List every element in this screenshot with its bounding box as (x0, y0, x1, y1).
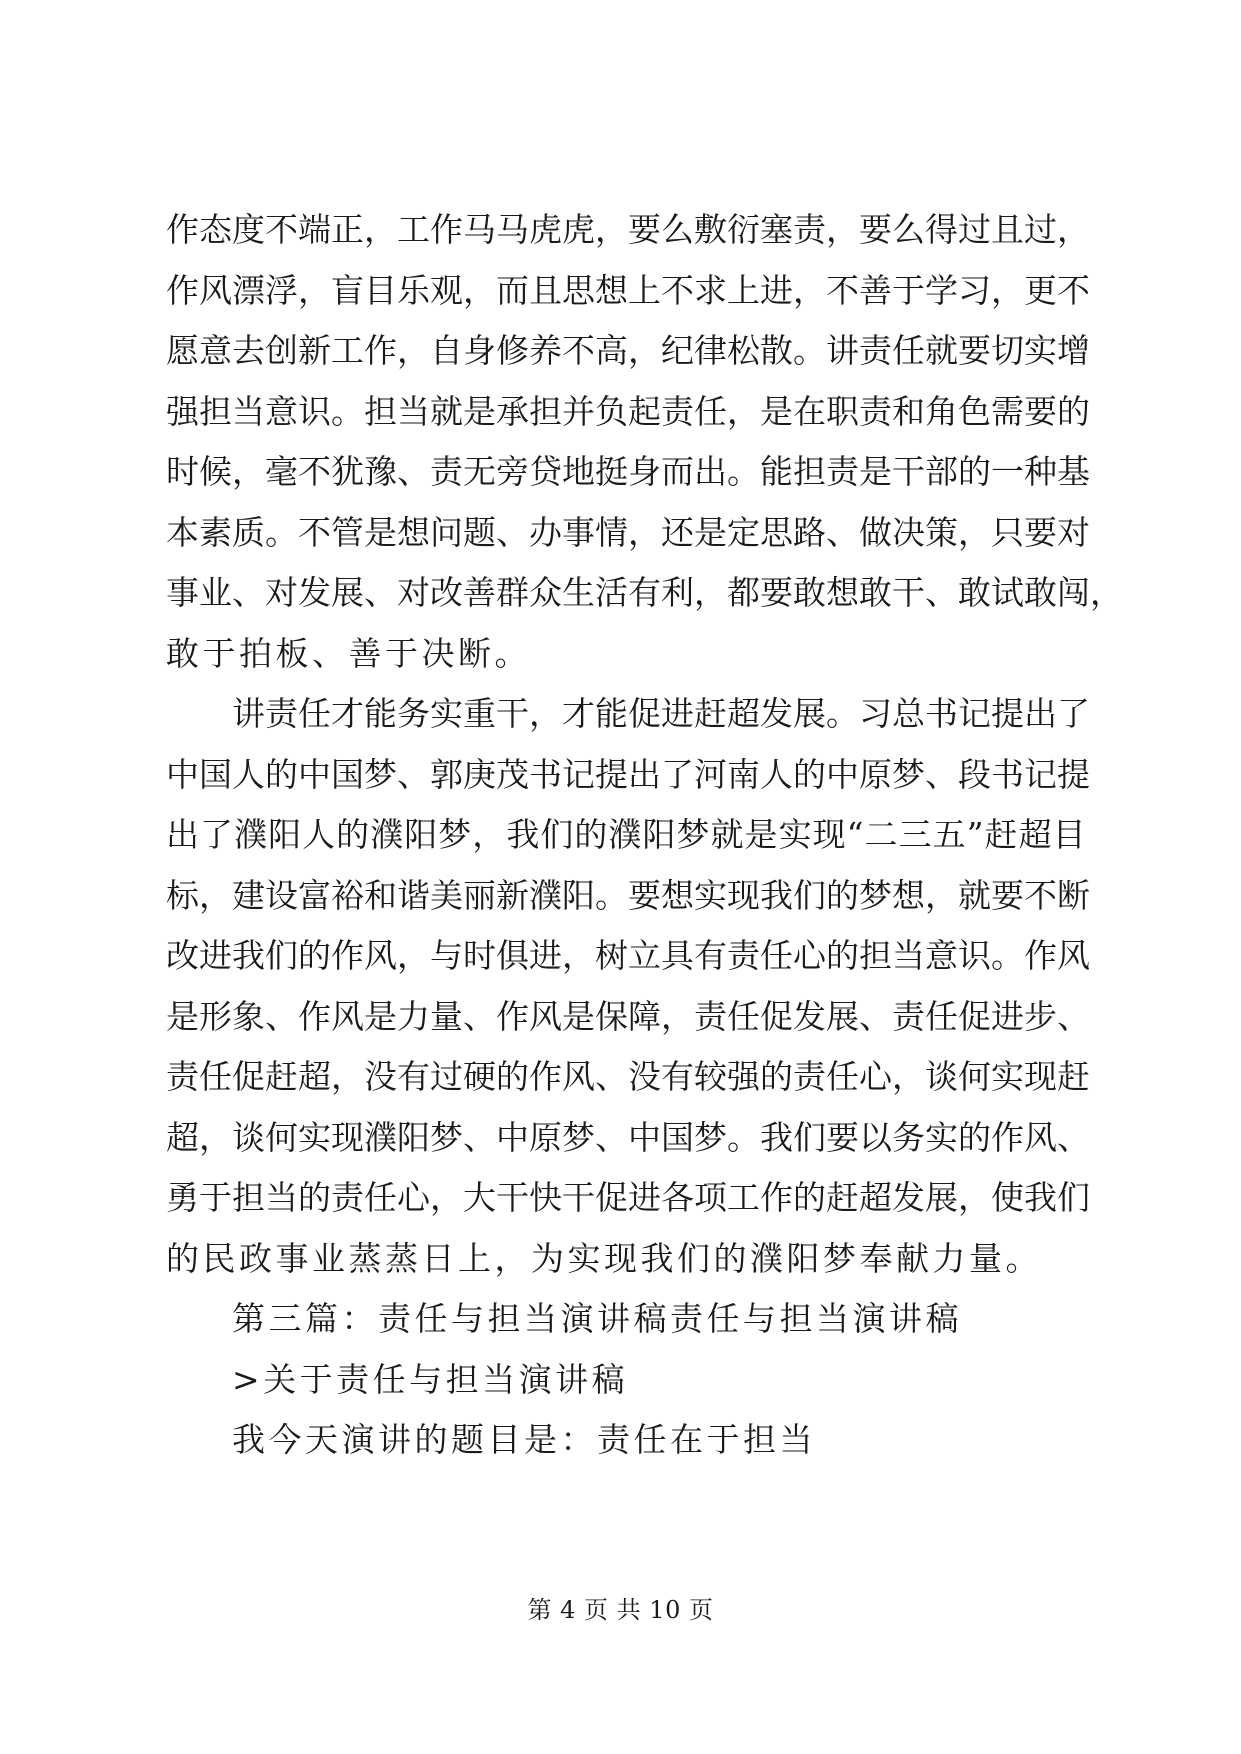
paragraph-line: 愿 意 去 创 新 工 作 ， 自 身 修 养 不 高 ， 纪 律 松 散 。 讲 责 任 就 要 切 实 增 (166, 331, 1090, 370)
paragraph-line: 超 ， 谈 何 实 现 濮 阳 梦 、 中 原 梦 、 中 国 梦 。 我 们 要 以 务 实 的 作 风 、 (166, 1117, 1090, 1157)
paragraph-line: 作 风 漂 浮 ， 盲 目 乐 观 ， 而 且 思 想 上 不 求 上 进 ， 不 善 于 学 习 ， 更 不 (166, 270, 1090, 310)
paragraph-line: 时 候 ， 毫 不 犹 豫 、 责 无 旁 贷 地 挺 身 而 出 。 能 担 责 是 干 部 的 一 种 基 (166, 452, 1090, 491)
page-footer (0, 1590, 1241, 1625)
paragraph-line: 是 形 象 、 作 风 是 力 量 、 作 风 是 保 障 ， 责 任 促 发 展 、 责 任 促 进 步 、 (166, 996, 1090, 1036)
paragraph-line: 讲 责 任 才 能 务 实 重 干 ， 才 能 促 进 赶 超 发 展 。 习 总 书 记 提 出 了 (232, 694, 1090, 733)
paragraph-line: 事 业 、 对 发 展 、 对 改 善 群 众 生 活 有 利 ， 都 要 敢 想 敢 干 、 敢 试 敢 闯 ， (166, 573, 1123, 612)
speech-intro: 我今天演讲的题目是：责任在于担当 (232, 1420, 816, 1459)
paragraph-1 (166, 200, 1123, 684)
paragraph-line: 标 ， 建 设 富 裕 和 谐 美 丽 新 濮 阳 。 要 想 实 现 我 们 的 梦 想 ， 就 要 不 断 (166, 875, 1090, 915)
paragraph-line: 责 任 促 赶 超 ， 没 有 过 硬 的 作 风 、 没 有 较 强 的 责 任 心 ， 谈 何 实 现 赶 (166, 1057, 1090, 1096)
paragraph-line: 强 担 当 意 识 。 担 当 就 是 承 担 并 负 起 责 任 ， 是 在 职 责 和 角 色 需 要 的 (166, 391, 1090, 431)
paragraph-line: 中 国 人 的 中 国 梦 、 郭 庚 茂 书 记 提 出 了 河 南 人 的 中 原 梦 、 段 书 记 提 (166, 754, 1090, 794)
paragraph-line: 作 态 度 不 端 正 ， 工 作 马 马 虎 虎 ， 要 么 敷 衍 塞 责 ， 要 么 得 过 且 过 ， (166, 210, 1090, 249)
paragraph-line: 勇 于 担 当 的 责 任 心 ， 大 干 快 干 促 进 各 项 工 作 的 赶 超 发 展 ， 使 我 们 (166, 1178, 1090, 1217)
paragraph-line: 改 进 我 们 的 作 风 ， 与 时 俱 进 ， 树 立 具 有 责 任 心 的 担 当 意 识 。 作 风 (166, 936, 1090, 975)
sub-heading: >关于责任与担当演讲稿 (232, 1359, 629, 1399)
paragraph-line: 本 素 质 。 不 管 是 想 问 题 、 办 事 情 ， 还 是 定 思 路 、 做 决 策 ， 只 要 对 (166, 512, 1090, 552)
page-number-label: 第 4 页 共 10 页 (527, 1596, 714, 1624)
paragraph-line: 的民政事业蒸蒸日上，为实现我们的濮阳梦奉献力量。 (166, 1238, 1042, 1278)
body-text (166, 200, 1123, 1471)
section-heading: 第三篇：责任与担当演讲稿责任与担当演讲稿 (232, 1299, 962, 1338)
paragraph-line: 敢于拍板、善于决断。 (166, 633, 531, 673)
paragraph-2 (166, 684, 1090, 1289)
paragraph-line: 出 了 濮 阳 人 的 濮 阳 梦 ， 我 们 的 濮 阳 梦 就 是 实 现 “ 二 三 五 ” 赶 超 目 (166, 815, 1086, 854)
